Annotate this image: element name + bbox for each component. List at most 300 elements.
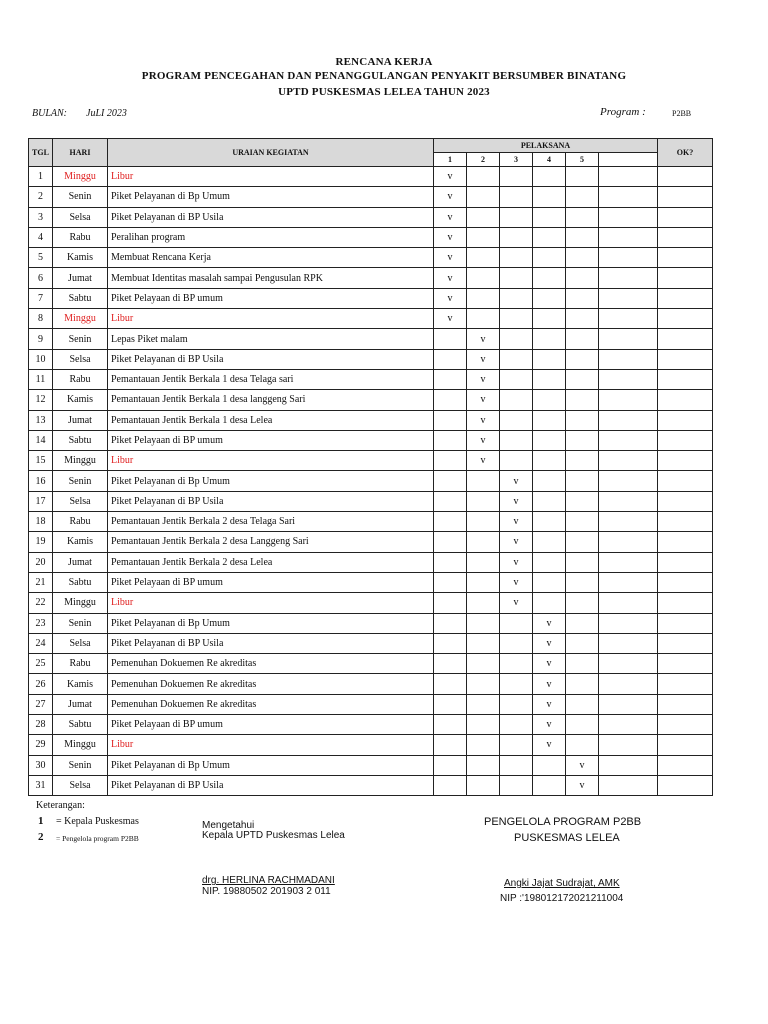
row-pelaksana-cell: [500, 735, 533, 755]
row-date: 31: [29, 775, 53, 795]
row-pelaksana-cell: [533, 329, 566, 349]
row-pelaksana-cell: [599, 248, 658, 268]
table-row: [29, 349, 713, 369]
row-date: 11: [29, 369, 53, 389]
row-pelaksana-cell: [533, 207, 566, 227]
row-date: 29: [29, 735, 53, 755]
pengelola-puskesmas: PUSKESMAS LELEA: [514, 832, 620, 844]
table-row: [29, 755, 713, 775]
row-pelaksana-cell: [500, 248, 533, 268]
row-pelaksana-cell: [467, 633, 500, 653]
row-pelaksana-cell: [533, 187, 566, 207]
table-row: [29, 572, 713, 592]
row-date: 2: [29, 187, 53, 207]
row-pelaksana-cell: [566, 268, 599, 288]
row-ok-cell: [658, 390, 713, 410]
table-row: [29, 248, 713, 268]
row-date: 21: [29, 572, 53, 592]
row-pelaksana-cell: [566, 410, 599, 430]
col-header-tgl: TGL: [29, 139, 53, 167]
row-pelaksana-cell: [434, 715, 467, 735]
col-header-pelaksana-extra: [599, 153, 658, 167]
row-pelaksana-cell: [434, 512, 467, 532]
row-day: Sabtu: [53, 288, 108, 308]
row-pelaksana-cell: [599, 167, 658, 187]
row-day: Selsa: [53, 349, 108, 369]
row-pelaksana-cell: [566, 430, 599, 450]
row-activity: Libur: [108, 451, 434, 471]
row-pelaksana-cell: [599, 633, 658, 653]
row-pelaksana-cell: [533, 491, 566, 511]
table-row: [29, 430, 713, 450]
row-day: Minggu: [53, 735, 108, 755]
kepala-signatory-name: drg. HERLINA RACHMADANI: [202, 875, 335, 886]
mengetahui-text: Mengetahui: [202, 820, 255, 831]
row-pelaksana-cell: [533, 410, 566, 430]
row-activity: Piket Pelayanan di Bp Umum: [108, 187, 434, 207]
row-date: 9: [29, 329, 53, 349]
row-check-mark: v: [434, 207, 467, 227]
row-pelaksana-cell: [566, 532, 599, 552]
row-ok-cell: [658, 755, 713, 775]
row-activity: Piket Pelayaan di BP umum: [108, 572, 434, 592]
doc-subtitle-program: PROGRAM PENCEGAHAN DAN PENANGGULANGAN PENYAKIT BERSUMBER BINATANG: [141, 70, 627, 82]
row-ok-cell: [658, 552, 713, 572]
row-pelaksana-cell: [566, 288, 599, 308]
row-day: Senin: [53, 329, 108, 349]
row-pelaksana-cell: [599, 390, 658, 410]
row-ok-cell: [658, 512, 713, 532]
row-pelaksana-cell: [434, 694, 467, 714]
row-day: Sabtu: [53, 715, 108, 735]
row-check-mark: v: [533, 674, 566, 694]
row-pelaksana-cell: [434, 369, 467, 389]
row-pelaksana-cell: [599, 654, 658, 674]
row-pelaksana-cell: [434, 674, 467, 694]
row-pelaksana-cell: [467, 775, 500, 795]
row-pelaksana-cell: [566, 552, 599, 572]
row-date: 15: [29, 451, 53, 471]
row-ok-cell: [658, 369, 713, 389]
row-activity: Piket Pelayanan di BP Usila: [108, 775, 434, 795]
row-ok-cell: [658, 167, 713, 187]
row-pelaksana-cell: [533, 593, 566, 613]
row-day: Minggu: [53, 451, 108, 471]
table-row: [29, 674, 713, 694]
row-pelaksana-cell: [434, 430, 467, 450]
row-check-mark: v: [467, 410, 500, 430]
row-ok-cell: [658, 471, 713, 491]
row-pelaksana-cell: [566, 227, 599, 247]
row-day: Jumat: [53, 410, 108, 430]
row-check-mark: v: [500, 593, 533, 613]
table-header-row: [29, 139, 713, 153]
row-pelaksana-cell: [533, 512, 566, 532]
row-ok-cell: [658, 248, 713, 268]
row-check-mark: v: [500, 491, 533, 511]
row-pelaksana-cell: [599, 288, 658, 308]
row-date: 27: [29, 694, 53, 714]
row-ok-cell: [658, 329, 713, 349]
row-pelaksana-cell: [467, 491, 500, 511]
row-pelaksana-cell: [467, 755, 500, 775]
row-date: 30: [29, 755, 53, 775]
bulan-label: BULAN:: [32, 108, 67, 119]
row-pelaksana-cell: [434, 390, 467, 410]
table-row: [29, 369, 713, 389]
row-activity: Pemantauan Jentik Berkala 2 desa Telaga Sari: [108, 512, 434, 532]
row-pelaksana-cell: [599, 410, 658, 430]
row-pelaksana-cell: [566, 654, 599, 674]
row-date: 3: [29, 207, 53, 227]
row-activity: Pemantauan Jentik Berkala 1 desa Lelea: [108, 410, 434, 430]
row-activity: Piket Pelayanan di Bp Umum: [108, 755, 434, 775]
row-date: 19: [29, 532, 53, 552]
row-pelaksana-cell: [533, 349, 566, 369]
row-ok-cell: [658, 309, 713, 329]
row-activity: Libur: [108, 167, 434, 187]
row-pelaksana-cell: [599, 471, 658, 491]
row-activity: Piket Pelayaan di BP umum: [108, 288, 434, 308]
row-pelaksana-cell: [500, 613, 533, 633]
row-day: Jumat: [53, 694, 108, 714]
row-pelaksana-cell: [599, 775, 658, 795]
row-pelaksana-cell: [467, 735, 500, 755]
row-pelaksana-cell: [434, 613, 467, 633]
row-pelaksana-cell: [566, 512, 599, 532]
table-row: [29, 410, 713, 430]
row-date: 16: [29, 471, 53, 491]
row-ok-cell: [658, 775, 713, 795]
row-pelaksana-cell: [500, 410, 533, 430]
row-pelaksana-cell: [566, 390, 599, 410]
row-pelaksana-cell: [566, 674, 599, 694]
row-check-mark: v: [500, 572, 533, 592]
row-pelaksana-cell: [533, 430, 566, 450]
row-pelaksana-cell: [533, 572, 566, 592]
row-date: 20: [29, 552, 53, 572]
row-pelaksana-cell: [467, 552, 500, 572]
col-header-pelaksana-3: 3: [500, 153, 533, 167]
row-pelaksana-cell: [599, 593, 658, 613]
row-pelaksana-cell: [599, 369, 658, 389]
row-pelaksana-cell: [566, 309, 599, 329]
doc-title: RENCANA KERJA: [335, 56, 433, 68]
row-pelaksana-cell: [533, 167, 566, 187]
row-pelaksana-cell: [599, 694, 658, 714]
row-pelaksana-cell: [500, 227, 533, 247]
pengelola-signatory-nip: NIP :'198012172021211004: [500, 893, 624, 904]
row-activity: Piket Pelayanan di BP Usila: [108, 633, 434, 653]
row-pelaksana-cell: [599, 735, 658, 755]
bulan-value: JuLI 2023: [86, 108, 127, 119]
row-pelaksana-cell: [533, 268, 566, 288]
row-day: Sabtu: [53, 572, 108, 592]
row-ok-cell: [658, 694, 713, 714]
row-pelaksana-cell: [599, 187, 658, 207]
row-check-mark: v: [467, 349, 500, 369]
row-pelaksana-cell: [566, 633, 599, 653]
table-row: [29, 329, 713, 349]
row-date: 28: [29, 715, 53, 735]
row-pelaksana-cell: [566, 613, 599, 633]
row-pelaksana-cell: [599, 227, 658, 247]
table-row: [29, 552, 713, 572]
row-ok-cell: [658, 227, 713, 247]
row-pelaksana-cell: [533, 227, 566, 247]
kepala-title: Kepala UPTD Puskesmas Lelea: [202, 830, 345, 841]
row-pelaksana-cell: [500, 430, 533, 450]
row-pelaksana-cell: [533, 532, 566, 552]
row-check-mark: v: [500, 471, 533, 491]
row-check-mark: v: [533, 633, 566, 653]
row-pelaksana-cell: [599, 451, 658, 471]
row-pelaksana-cell: [599, 268, 658, 288]
row-pelaksana-cell: [500, 775, 533, 795]
row-pelaksana-cell: [599, 329, 658, 349]
row-day: Selsa: [53, 633, 108, 653]
row-pelaksana-cell: [599, 532, 658, 552]
table-row: [29, 167, 713, 187]
keterangan-label: Keterangan:: [36, 800, 85, 811]
row-pelaksana-cell: [566, 329, 599, 349]
table-row: [29, 512, 713, 532]
row-day: Sabtu: [53, 430, 108, 450]
row-date: 4: [29, 227, 53, 247]
row-activity: Pemenuhan Dokuemen Re akreditas: [108, 654, 434, 674]
row-pelaksana-cell: [566, 248, 599, 268]
row-check-mark: v: [500, 552, 533, 572]
row-day: Senin: [53, 471, 108, 491]
row-ok-cell: [658, 349, 713, 369]
row-activity: Pemantauan Jentik Berkala 1 desa langgeng Sari: [108, 390, 434, 410]
row-pelaksana-cell: [500, 654, 533, 674]
row-ok-cell: [658, 633, 713, 653]
table-row: [29, 775, 713, 795]
row-activity: Peralihan program: [108, 227, 434, 247]
row-activity: Pemantauan Jentik Berkala 2 desa Lelea: [108, 552, 434, 572]
table-row: [29, 227, 713, 247]
row-check-mark: v: [434, 167, 467, 187]
row-pelaksana-cell: [467, 613, 500, 633]
row-activity: Piket Pelayanan di BP Usila: [108, 207, 434, 227]
row-pelaksana-cell: [434, 552, 467, 572]
row-pelaksana-cell: [434, 329, 467, 349]
row-check-mark: v: [500, 532, 533, 552]
schedule-table: [28, 138, 713, 796]
row-pelaksana-cell: [467, 471, 500, 491]
row-pelaksana-cell: [434, 593, 467, 613]
row-check-mark: v: [566, 775, 599, 795]
row-pelaksana-cell: [566, 491, 599, 511]
row-day: Rabu: [53, 654, 108, 674]
row-pelaksana-cell: [599, 349, 658, 369]
row-pelaksana-cell: [467, 288, 500, 308]
row-ok-cell: [658, 735, 713, 755]
row-ok-cell: [658, 187, 713, 207]
row-pelaksana-cell: [467, 227, 500, 247]
col-header-ok: OK?: [658, 139, 713, 167]
legend-2-number: 2: [38, 831, 44, 843]
row-check-mark: v: [500, 512, 533, 532]
row-check-mark: v: [467, 390, 500, 410]
row-pelaksana-cell: [467, 167, 500, 187]
row-activity: Libur: [108, 309, 434, 329]
row-day: Senin: [53, 187, 108, 207]
row-date: 6: [29, 268, 53, 288]
row-ok-cell: [658, 451, 713, 471]
row-pelaksana-cell: [500, 309, 533, 329]
pengelola-title: PENGELOLA PROGRAM P2BB: [484, 816, 642, 828]
row-date: 8: [29, 309, 53, 329]
row-pelaksana-cell: [500, 633, 533, 653]
row-check-mark: v: [533, 613, 566, 633]
row-day: Minggu: [53, 593, 108, 613]
table-row: [29, 491, 713, 511]
row-day: Minggu: [53, 309, 108, 329]
row-pelaksana-cell: [599, 552, 658, 572]
row-ok-cell: [658, 572, 713, 592]
row-day: Kamis: [53, 248, 108, 268]
row-activity: Pemantauan Jentik Berkala 2 desa Langgeng Sari: [108, 532, 434, 552]
row-pelaksana-cell: [599, 613, 658, 633]
table-row: [29, 471, 713, 491]
row-day: Rabu: [53, 227, 108, 247]
row-day: Senin: [53, 613, 108, 633]
row-pelaksana-cell: [533, 288, 566, 308]
row-pelaksana-cell: [434, 451, 467, 471]
row-activity: Lepas Piket malam: [108, 329, 434, 349]
row-pelaksana-cell: [467, 268, 500, 288]
row-activity: Piket Pelayanan di Bp Umum: [108, 613, 434, 633]
row-pelaksana-cell: [500, 715, 533, 735]
program-label: Program :: [600, 106, 646, 118]
row-pelaksana-cell: [434, 735, 467, 755]
row-ok-cell: [658, 532, 713, 552]
row-check-mark: v: [434, 227, 467, 247]
row-pelaksana-cell: [500, 268, 533, 288]
table-row: [29, 451, 713, 471]
row-date: 7: [29, 288, 53, 308]
row-pelaksana-cell: [566, 735, 599, 755]
program-value: P2BB: [672, 109, 692, 118]
row-pelaksana-cell: [500, 349, 533, 369]
row-day: Selsa: [53, 491, 108, 511]
row-pelaksana-cell: [467, 187, 500, 207]
row-ok-cell: [658, 410, 713, 430]
row-pelaksana-cell: [533, 775, 566, 795]
row-pelaksana-cell: [434, 775, 467, 795]
table-row: [29, 187, 713, 207]
row-pelaksana-cell: [467, 674, 500, 694]
row-pelaksana-cell: [500, 187, 533, 207]
row-ok-cell: [658, 654, 713, 674]
row-check-mark: v: [566, 755, 599, 775]
pengelola-signatory-name: Angki Jajat Sudrajat, AMK: [504, 878, 620, 889]
row-day: Kamis: [53, 532, 108, 552]
row-check-mark: v: [434, 187, 467, 207]
table-row: [29, 735, 713, 755]
row-activity: Piket Pelayaan di BP umum: [108, 430, 434, 450]
table-row: [29, 694, 713, 714]
row-pelaksana-cell: [566, 593, 599, 613]
row-date: 26: [29, 674, 53, 694]
row-pelaksana-cell: [533, 369, 566, 389]
row-date: 25: [29, 654, 53, 674]
row-check-mark: v: [467, 430, 500, 450]
row-pelaksana-cell: [467, 248, 500, 268]
row-pelaksana-cell: [533, 390, 566, 410]
row-pelaksana-cell: [434, 349, 467, 369]
row-day: Rabu: [53, 512, 108, 532]
row-ok-cell: [658, 430, 713, 450]
row-check-mark: v: [467, 369, 500, 389]
row-pelaksana-cell: [500, 390, 533, 410]
table-row: [29, 654, 713, 674]
col-header-pelaksana: PELAKSANA: [434, 139, 658, 153]
table-row: [29, 390, 713, 410]
row-ok-cell: [658, 268, 713, 288]
row-pelaksana-cell: [533, 248, 566, 268]
row-day: Rabu: [53, 369, 108, 389]
row-day: Jumat: [53, 552, 108, 572]
row-activity: Membuat Identitas masalah sampai Pengusulan RPK: [108, 268, 434, 288]
row-date: 22: [29, 593, 53, 613]
row-date: 13: [29, 410, 53, 430]
row-check-mark: v: [467, 329, 500, 349]
row-day: Kamis: [53, 674, 108, 694]
table-row: [29, 309, 713, 329]
row-date: 1: [29, 167, 53, 187]
row-pelaksana-cell: [500, 755, 533, 775]
row-pelaksana-cell: [566, 187, 599, 207]
row-date: 14: [29, 430, 53, 450]
row-ok-cell: [658, 674, 713, 694]
row-ok-cell: [658, 288, 713, 308]
row-pelaksana-cell: [599, 512, 658, 532]
row-date: 18: [29, 512, 53, 532]
row-check-mark: v: [533, 654, 566, 674]
row-ok-cell: [658, 593, 713, 613]
row-pelaksana-cell: [467, 512, 500, 532]
row-pelaksana-cell: [500, 694, 533, 714]
row-pelaksana-cell: [434, 654, 467, 674]
table-row: [29, 207, 713, 227]
row-activity: Pemantauan Jentik Berkala 1 desa Telaga sari: [108, 369, 434, 389]
row-pelaksana-cell: [467, 694, 500, 714]
legend-2-text: = Pengelola program P2BB: [56, 834, 139, 843]
row-pelaksana-cell: [566, 451, 599, 471]
row-pelaksana-cell: [500, 329, 533, 349]
row-day: Selsa: [53, 775, 108, 795]
row-pelaksana-cell: [500, 451, 533, 471]
row-activity: Libur: [108, 735, 434, 755]
row-pelaksana-cell: [533, 755, 566, 775]
row-check-mark: v: [434, 288, 467, 308]
row-pelaksana-cell: [566, 207, 599, 227]
row-pelaksana-cell: [533, 309, 566, 329]
row-activity: Piket Pelayanan di BP Usila: [108, 491, 434, 511]
row-check-mark: v: [434, 309, 467, 329]
row-activity: Membuat Rencana Kerja: [108, 248, 434, 268]
row-pelaksana-cell: [566, 694, 599, 714]
row-pelaksana-cell: [434, 532, 467, 552]
row-pelaksana-cell: [500, 288, 533, 308]
row-pelaksana-cell: [533, 552, 566, 572]
row-pelaksana-cell: [500, 674, 533, 694]
row-pelaksana-cell: [533, 451, 566, 471]
col-header-pelaksana-4: 4: [533, 153, 566, 167]
